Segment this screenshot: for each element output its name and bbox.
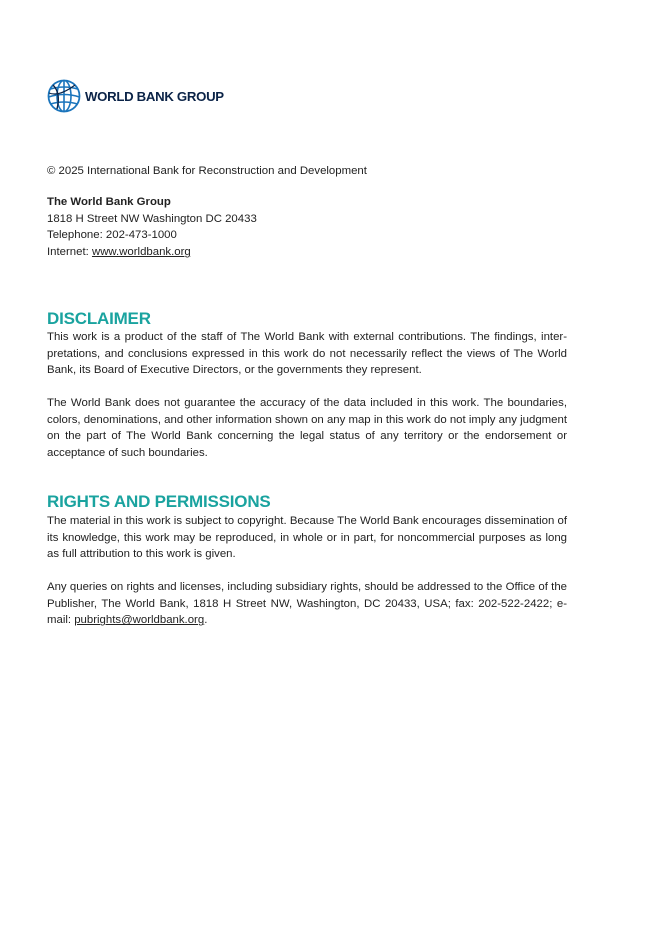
logo-wordmark: WORLD BANK GROUP (85, 88, 224, 104)
rights-paragraph-1 (47, 513, 567, 563)
rights-text-2-end: . (204, 614, 208, 627)
disclaimer-paragraph-1 (47, 329, 567, 379)
rights-text-1: The material in this work is subject to copyright. Because The World Bank encourages dissemination of its knowledge, this work may be reproduced, in whole or in part, for noncommercial purposes as long as full attribution to this work is given. (47, 515, 567, 561)
pubrights-email-link[interactable]: pubrights@worldbank.org (74, 614, 205, 627)
globe-icon (47, 79, 81, 113)
internet-label: Internet: (47, 246, 92, 259)
disclaimer-paragraph-2 (47, 395, 567, 462)
disclaimer-text-2: The World Bank does not guarantee the accuracy of the data included in this work. The boundaries, colors, denominations, and other information shown on any map in this work do not imply any judgment on the part of The World Bank concerning the legal status of any territory or the endorsement or acceptance of such boundaries. (47, 397, 567, 460)
address-block (47, 194, 567, 261)
street-address: 1818 H Street NW Washington DC 20433 (47, 212, 257, 225)
internet-line (47, 244, 567, 261)
rights-paragraph-2 (47, 579, 567, 629)
disclaimer-heading: DISCLAIMER (47, 309, 151, 328)
disclaimer-text-1: This work is a product of the staff of The World Bank with external contributions. The findings, interpretations, and conclusions expressed in this work do not necessarily reflect the views of The World Bank, its Board of Executive Directors, or the governments they represent. (47, 331, 567, 377)
rights-text-2 (47, 579, 567, 629)
world-bank-group-logo (47, 78, 224, 114)
telephone: Telephone: 202-473-1000 (47, 229, 177, 242)
organization-name: The World Bank Group (47, 196, 171, 208)
rights-text-2-body: Any queries on rights and licenses, including subsidiary rights, should be addressed to the Office of the Publisher, The World Bank, 1818 H Street NW, Washington, DC 20433, USA; fax: 202-522-2422; e-mail: (47, 581, 567, 627)
copyright-text: © 2025 International Bank for Reconstruction and Development (47, 165, 367, 177)
copyright-notice (47, 163, 567, 180)
rights-heading: RIGHTS AND PERMISSIONS (47, 492, 271, 511)
website-link[interactable]: www.worldbank.org (91, 246, 191, 259)
